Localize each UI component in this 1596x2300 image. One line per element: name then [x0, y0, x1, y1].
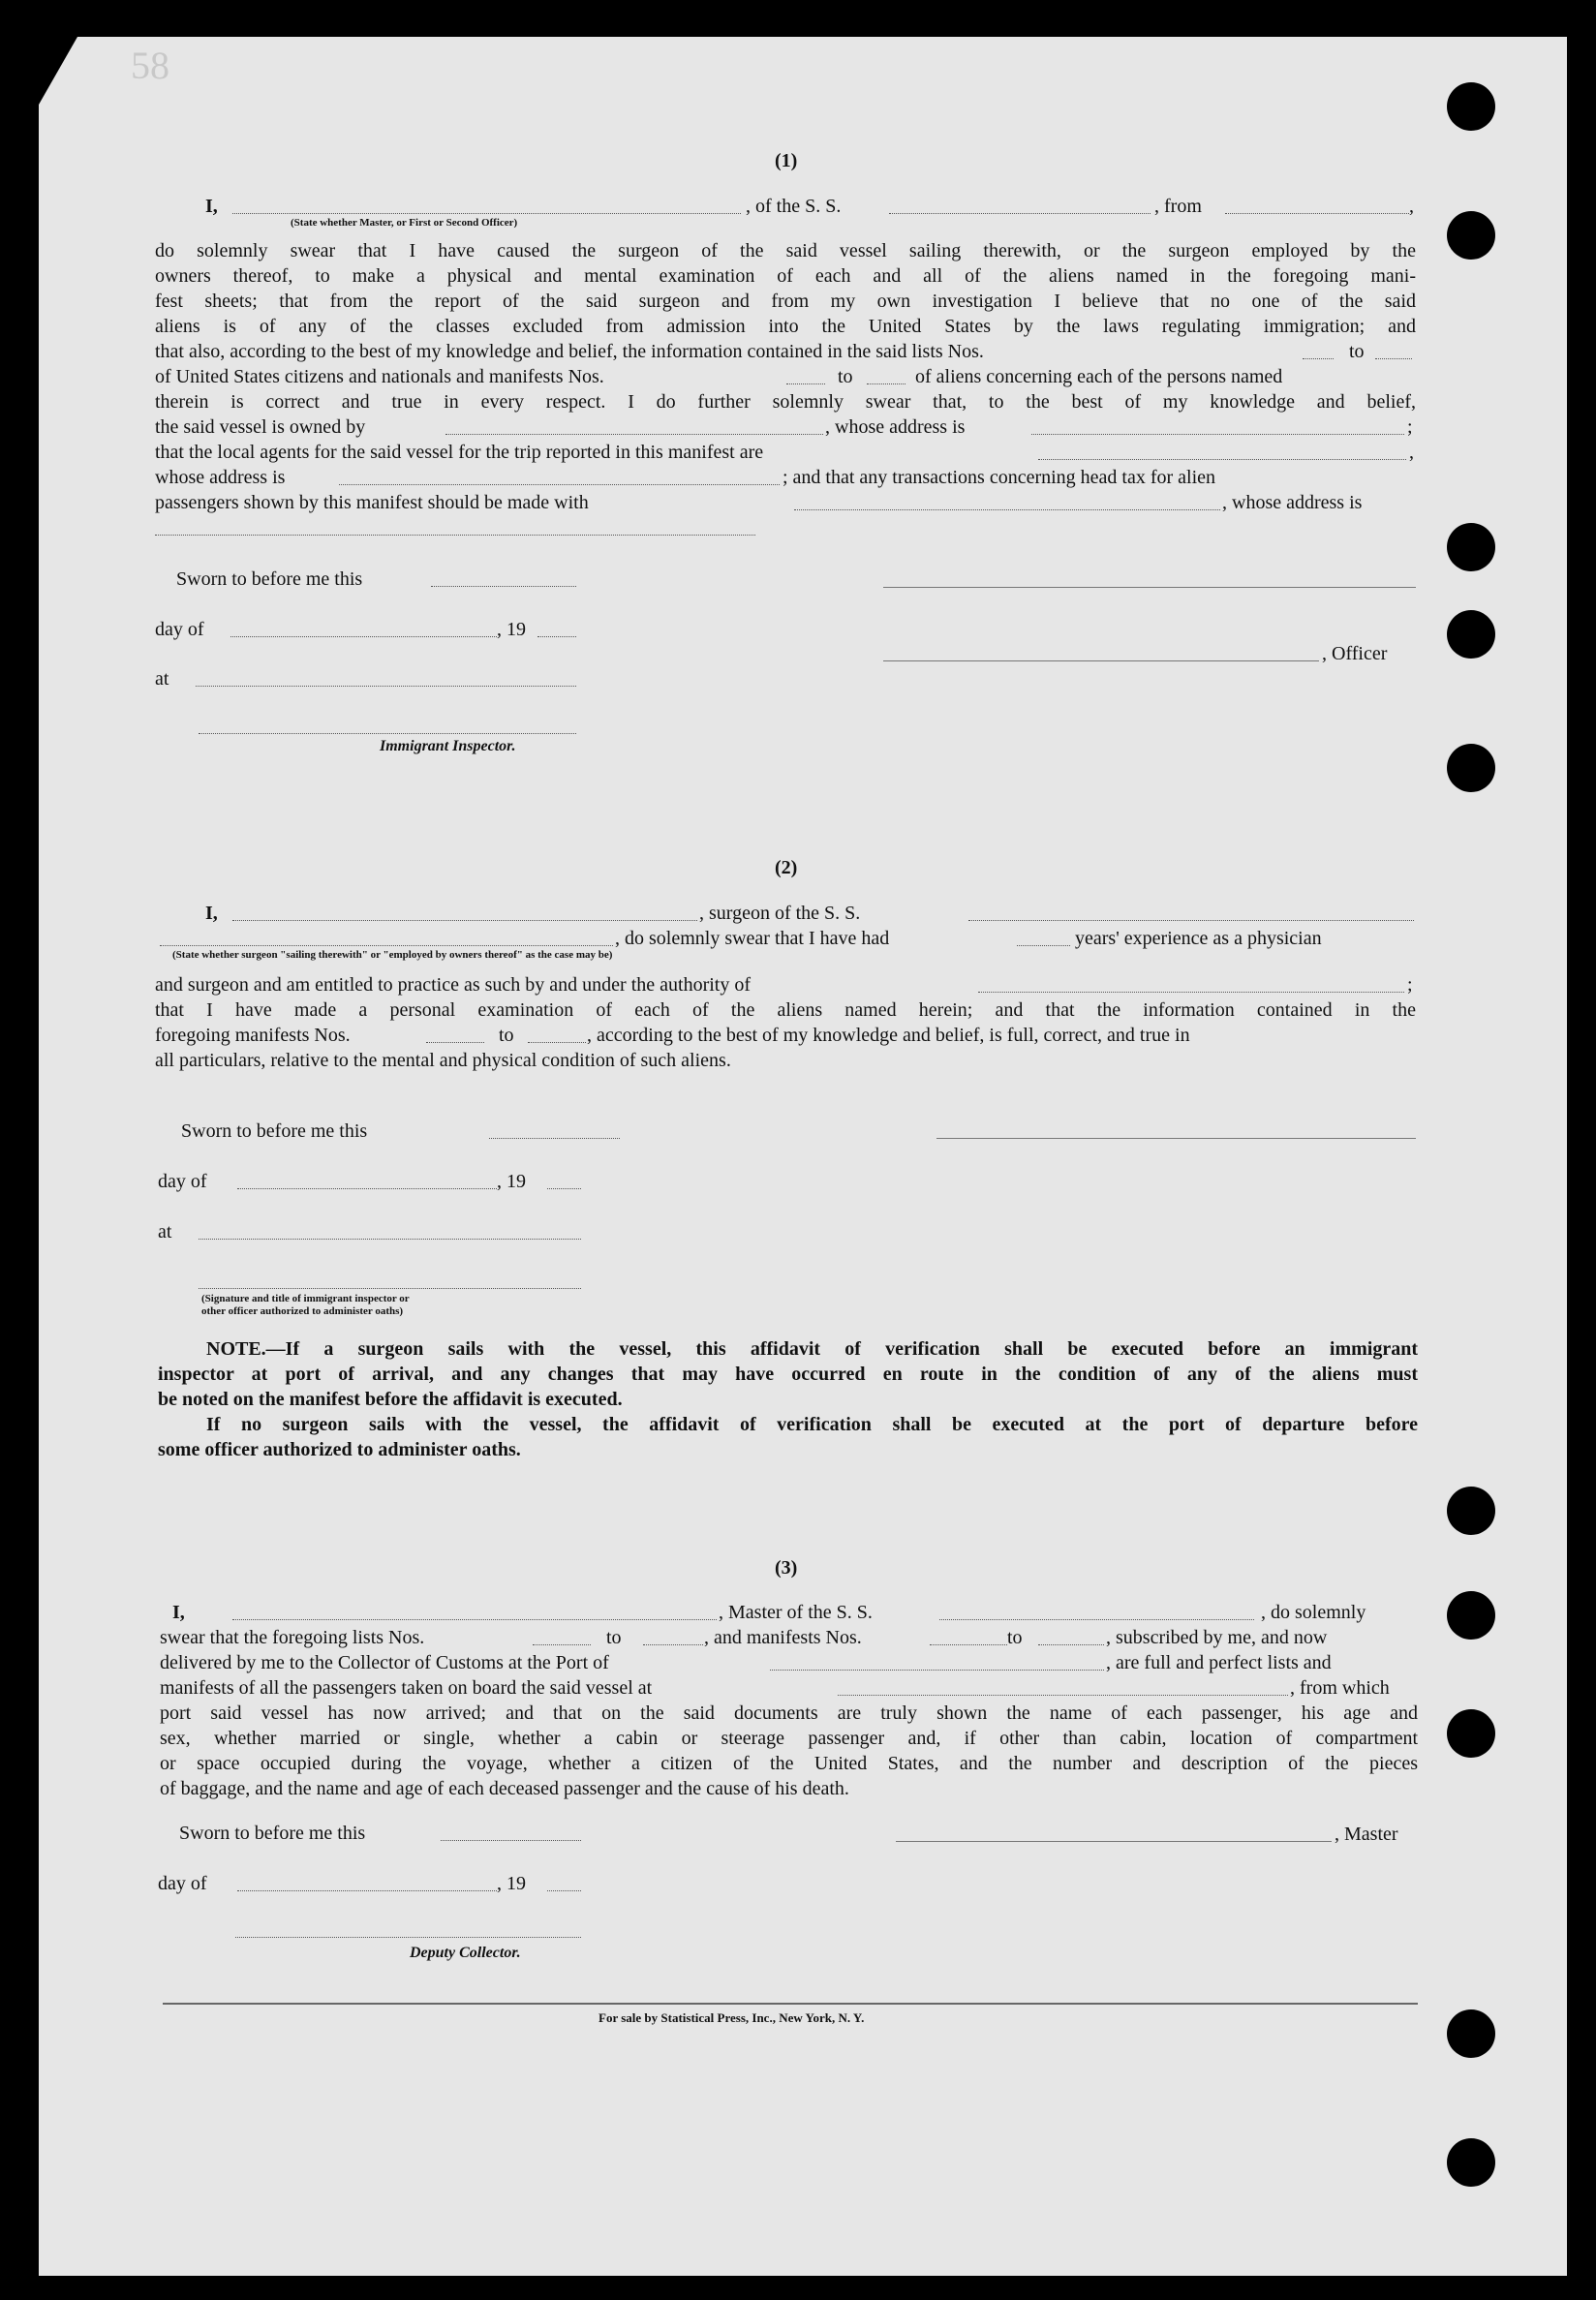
- s3-body-line: or space occupied during the voyage, whether a citizen of the United States, and the number and description of the pieces: [160, 1753, 1418, 1774]
- s1-agents-field[interactable]: [1038, 459, 1406, 460]
- s2-day-of-label: day of: [158, 1171, 207, 1192]
- s1-lists-from-field[interactable]: [1303, 358, 1334, 359]
- s3-to: to: [1007, 1627, 1023, 1648]
- s2-year-label: , 19: [497, 1171, 526, 1192]
- note-line: inspector at port of arrival, and any changes that may have occurred en route in the condition of any of the aliens must: [158, 1364, 1418, 1385]
- s1-body-line: whose address is: [155, 467, 286, 488]
- s2-status-field[interactable]: [160, 945, 613, 946]
- s1-state-note: (State whether Master, or First or Second Officer): [291, 217, 518, 229]
- s3-lists-to-field[interactable]: [643, 1644, 703, 1645]
- s3-collector-signature-field[interactable]: [235, 1937, 581, 1938]
- s2-sig-note: other officer authorized to administer oaths): [201, 1305, 404, 1317]
- s1-body-line: aliens is of any of the classes excluded from admission into the United States by the laws regulating immigration; and: [155, 316, 1416, 337]
- s2-to: to: [499, 1025, 514, 1046]
- s3-boarded-at-field[interactable]: [838, 1695, 1288, 1696]
- note-line: NOTE.—If a surgeon sails with the vessel, this affidavit of verification shall be executed before an immigrant: [206, 1338, 1418, 1360]
- s3-body-line: sex, whether married or single, whether a cabin or steerage passenger and, if other than cabin, location of compartment: [160, 1728, 1418, 1749]
- s1-body-line: that the local agents for the said vessel for the trip reported in this manifest are: [155, 442, 764, 463]
- punch-hole: [1447, 1487, 1495, 1535]
- s3-body-line: , from which: [1290, 1677, 1390, 1699]
- s3-lists-from-field[interactable]: [533, 1644, 591, 1645]
- punch-hole: [1447, 2009, 1495, 2058]
- s1-manifests-from-field[interactable]: [786, 383, 825, 384]
- punch-hole: [1447, 211, 1495, 260]
- s1-lists-to-field[interactable]: [1375, 358, 1412, 359]
- s1-at-label: at: [155, 668, 169, 690]
- s1-to: to: [838, 366, 853, 387]
- s1-inspector-signature-field[interactable]: [199, 733, 576, 734]
- s1-i-label: I,: [205, 196, 218, 217]
- s3-master-label: , Master: [1335, 1824, 1398, 1845]
- punch-hole: [1447, 1709, 1495, 1758]
- s2-manifests-from-field[interactable]: [426, 1042, 484, 1043]
- page-stamp: 58: [131, 44, 169, 87]
- s3-body-line: manifests of all the passengers taken on board the said vessel at: [160, 1677, 653, 1699]
- s1-officer-signature-line[interactable]: [883, 587, 1416, 588]
- s1-of-ss: , of the S. S.: [746, 196, 842, 217]
- s1-body-line: therein is correct and true in every respect. I do further solemnly swear that, to the best of my knowledge and belief,: [155, 391, 1416, 413]
- s3-collector-label: Deputy Collector.: [410, 1945, 521, 1961]
- s3-year-label: , 19: [497, 1873, 526, 1894]
- s3-body-line: , subscribed by me, and now: [1106, 1627, 1328, 1648]
- s1-whose-address: , whose address is: [825, 416, 966, 438]
- note-line: some officer authorized to administer oaths.: [158, 1439, 521, 1460]
- s3-day-of-label: day of: [158, 1873, 207, 1894]
- s1-body-line: of United States citizens and nationals and manifests Nos.: [155, 366, 604, 387]
- s2-body-line: and surgeon and am entitled to practice as such by and under the authority of: [155, 974, 751, 996]
- punch-hole: [1447, 82, 1495, 131]
- s2-years: years' experience as a physician: [1075, 928, 1322, 949]
- s2-surgeon-signature-line[interactable]: [936, 1138, 1416, 1139]
- s2-years-field[interactable]: [1017, 945, 1070, 946]
- s1-officer-name-field[interactable]: [232, 213, 741, 214]
- s1-vessel-field[interactable]: [889, 213, 1151, 214]
- punch-hole: [1447, 1591, 1495, 1640]
- s1-owner-address-field[interactable]: [1031, 434, 1404, 435]
- s3-manifests-from-field[interactable]: [930, 1644, 1007, 1645]
- s1-agents-address-field[interactable]: [339, 484, 780, 485]
- s2-i-label: I,: [205, 903, 218, 924]
- s2-surgeon-of: , surgeon of the S. S.: [699, 903, 861, 924]
- s1-inspector-label: Immigrant Inspector.: [380, 738, 516, 754]
- s3-to: to: [606, 1627, 622, 1648]
- s2-surgeon-name-field[interactable]: [232, 920, 697, 921]
- s1-head-tax-address-field[interactable]: [155, 535, 755, 536]
- s2-day-of-field[interactable]: [237, 1188, 497, 1189]
- s1-body-line: ; and that any transactions concerning head tax for alien: [783, 467, 1216, 488]
- footer-imprint: For sale by Statistical Press, Inc., New York, N. Y.: [598, 2010, 865, 2025]
- s2-state-note: (State whether surgeon "sailing therewith" or "employed by owners thereof" as the case may be): [172, 949, 613, 961]
- s2-year-field[interactable]: [547, 1188, 581, 1189]
- s1-semicolon: ;: [1407, 416, 1413, 438]
- s3-body-line: of baggage, and the name and age of each deceased passenger and the cause of his death.: [160, 1778, 849, 1799]
- s1-body-line: owners thereof, to make a physical and mental examination of each and all of the aliens named in the foregoing mani-: [155, 265, 1416, 287]
- s1-body-line: of aliens concerning each of the persons named: [915, 366, 1283, 387]
- s3-solemnly: , do solemnly: [1261, 1602, 1366, 1623]
- s3-sworn-label: Sworn to before me this: [179, 1823, 366, 1844]
- s3-sworn-field[interactable]: [441, 1840, 581, 1841]
- s1-sworn-label: Sworn to before me this: [176, 568, 363, 590]
- s3-vessel-field[interactable]: [939, 1619, 1254, 1620]
- s2-body-line: that I have made a personal examination of each of the aliens named herein; and that the information contained in the: [155, 999, 1416, 1021]
- punch-hole: [1447, 744, 1495, 792]
- s2-body-line: all particulars, relative to the mental and physical condition of such aliens.: [155, 1050, 731, 1071]
- s1-body-line: the said vessel is owned by: [155, 416, 366, 438]
- note-line: If no surgeon sails with the vessel, the affidavit of verification shall be executed at the port of departure before: [206, 1414, 1418, 1435]
- s3-year-field[interactable]: [547, 1890, 581, 1891]
- section-2-number: (2): [775, 857, 798, 878]
- s2-manifests-to-field[interactable]: [528, 1042, 586, 1043]
- s2-at-field[interactable]: [199, 1239, 581, 1240]
- s2-sig-note: (Signature and title of immigrant inspector or: [201, 1293, 410, 1304]
- punch-hole: [1447, 2138, 1495, 2187]
- s3-day-of-field[interactable]: [237, 1890, 497, 1891]
- s2-semicolon: ;: [1407, 974, 1413, 996]
- s1-from: , from: [1154, 196, 1202, 217]
- s1-head-tax-field[interactable]: [794, 509, 1220, 510]
- s2-authority-field[interactable]: [978, 992, 1404, 993]
- s2-body-line: foregoing manifests Nos.: [155, 1025, 351, 1046]
- s3-body-line: port said vessel has now arrived; and that on the said documents are truly shown the name of each passenger, his age and: [160, 1702, 1418, 1724]
- s1-comma: ,: [1409, 196, 1414, 217]
- s2-sworn-label: Sworn to before me this: [181, 1120, 368, 1142]
- s3-body-line: , are full and perfect lists and: [1106, 1652, 1332, 1673]
- s1-owner-field[interactable]: [445, 434, 823, 435]
- s1-from-field[interactable]: [1225, 213, 1409, 214]
- s1-officer-label: , Officer: [1322, 643, 1388, 664]
- s3-i-label: I,: [172, 1602, 185, 1623]
- s1-body-line: fest sheets; that from the report of the said surgeon and from my own investigation I believe that no one of the said: [155, 291, 1416, 312]
- s3-master-signature-line[interactable]: [896, 1841, 1332, 1842]
- s2-body-line: , according to the best of my knowledge and belief, is full, correct, and true in: [587, 1025, 1190, 1046]
- section-3-number: (3): [775, 1557, 798, 1579]
- s1-to: to: [1349, 341, 1365, 362]
- s2-sworn-field[interactable]: [489, 1138, 620, 1139]
- s1-year-label: , 19: [497, 619, 526, 640]
- punch-hole: [1447, 610, 1495, 659]
- s1-officer-line[interactable]: [883, 660, 1319, 661]
- s1-year-field[interactable]: [537, 636, 576, 637]
- s2-vessel-field[interactable]: [968, 920, 1414, 921]
- s1-manifests-to-field[interactable]: [867, 383, 905, 384]
- s1-body-line: that also, according to the best of my knowledge and belief, the information contained in the said lists Nos.: [155, 341, 984, 362]
- footer-rule: [163, 2003, 1418, 2005]
- s3-master-name-field[interactable]: [232, 1619, 717, 1620]
- s1-comma: ,: [1409, 442, 1414, 463]
- s1-sworn-field[interactable]: [431, 586, 576, 587]
- s3-body-line: swear that the foregoing lists Nos.: [160, 1627, 425, 1648]
- s2-at-label: at: [158, 1221, 172, 1242]
- s3-body-line: , and manifests Nos.: [704, 1627, 862, 1648]
- s3-master-of: , Master of the S. S.: [719, 1602, 873, 1623]
- s1-day-of-field[interactable]: [230, 636, 497, 637]
- s1-day-of-label: day of: [155, 619, 204, 640]
- folded-corner: [39, 37, 77, 105]
- s3-body-line: delivered by me to the Collector of Customs at the Port of: [160, 1652, 609, 1673]
- punch-hole: [1447, 523, 1495, 571]
- note-line: be noted on the manifest before the affidavit is executed.: [158, 1389, 623, 1410]
- s1-whose-address: , whose address is: [1222, 492, 1363, 513]
- s1-body-line: passengers shown by this manifest should be made with: [155, 492, 589, 513]
- s3-port-field[interactable]: [770, 1670, 1104, 1671]
- s1-body-line: do solemnly swear that I have caused the surgeon of the said vessel sailing therewith, or the surgeon employed by the: [155, 240, 1416, 261]
- s2-inspector-signature-field[interactable]: [199, 1288, 581, 1289]
- s3-manifests-to-field[interactable]: [1038, 1644, 1104, 1645]
- section-1-number: (1): [775, 150, 798, 171]
- s1-at-field[interactable]: [196, 686, 576, 687]
- s2-swear: , do solemnly swear that I have had: [615, 928, 890, 949]
